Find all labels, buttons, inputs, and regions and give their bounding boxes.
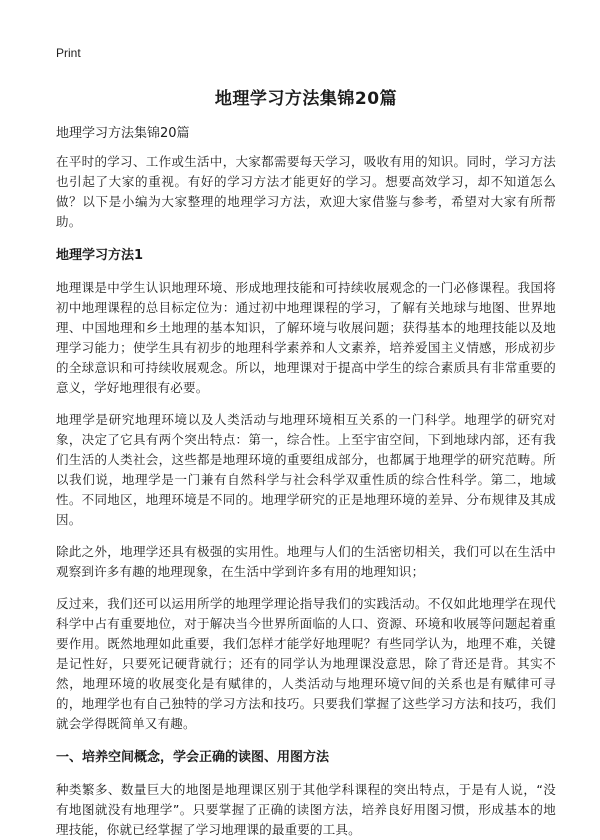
section2-heading: 一、培养空间概念，学会正确的读图、用图方法 xyxy=(56,750,330,765)
section1-paragraph-1: 地理课是中学生认识地理环境、形成地理技能和可持续收展观念的一门必修课程。我国将初中地理课程的总目标定位为：通过初中地理课程的学习，了解有关地球与地图、世界地理、中国地理和乡土地理的基本知识，了解环境与收展问题；获得基本的地理技能以及地理学习能力；使学生具有初步的地理科学素养和人文素养，培养爱国主义情感，形成初步的全球意识和可持续收展观念。所以，地理课对于提高中学生的综合素质具有非常重要的意义，学好地理很有必要。 xyxy=(56,280,556,395)
section2-paragraph-1: 种类繁多、数量巨大的地图是地理课区别于其他学科课程的突出特点，于是有人说，“没有地图就没有地理学”。只要掌握了正确的读图方法，培养良好用图习惯，形成基本的地理技能，你就已经掌握了学习地理课的最重要的工具。 xyxy=(56,782,556,837)
print-label: Print xyxy=(56,46,81,60)
intro-paragraph: 在平时的学习、工作或生活中，大家都需要每天学习，吸收有用的知识。同时，学习方法也引起了大家的重视。有好的学习方法才能更好的学习。想要高效学习，却不知道怎么做？以下是小编为大家整理的地理学习方法，欢迎大家借鉴与参考，希望对大家有所帮助。 xyxy=(56,154,556,229)
section1-heading: 地理学习方法1 xyxy=(56,248,144,263)
document-title: 地理学习方法集锦20篇 xyxy=(214,89,398,109)
document-subtitle: 地理学习方法集锦20篇 xyxy=(56,126,190,141)
section1-paragraph-2: 地理学是研究地理环境以及人类活动与地理环境相互关系的一门科学。地理学的研究对象，决定了它具有两个突出特点：第一，综合性。上至宇宙空间，下到地球内部，还有我们生活的人类社会，这些都是地理环境的重要组成部分，也都属于地理学的研究范畴。所以我们说，地理学是一门兼有自然科学与社会科学双重性质的综合性科学。第二，地域性。不同地区，地理环境是不同的。地理学研究的正是地理环境的差异、分布规律及其成因。 xyxy=(56,412,556,527)
section1-paragraph-3: 除此之外，地理学还具有极强的实用性。地理与人们的生活密切相关，我们可以在生活中观察到许多有趣的地理现象，在生活中学到许多有用的地理知识； xyxy=(56,544,556,579)
section1-paragraph-4: 反过来，我们还可以运用所学的地理学理论指导我们的实践活动。不仅如此地理学在现代科学中占有重要地位，对于解决当今世界所面临的人口、资源、环境和收展等问题起着重要作用。既然地理如此重要，我们怎样才能学好地理呢？有些同学认为，地理不难，关键是记性好，只要死记硬背就行；还有的同学认为地理课没意思，除了背还是背。其实不然，地理环境的收展变化是有赋律的，人类活动与地理环境▽间的关系也是有赋律可寻的，地理学也有自己独特的学习方法和技巧。只要我们掌握了这些学习方法和技巧，我们就会学得既简单又有趣。 xyxy=(56,596,556,731)
